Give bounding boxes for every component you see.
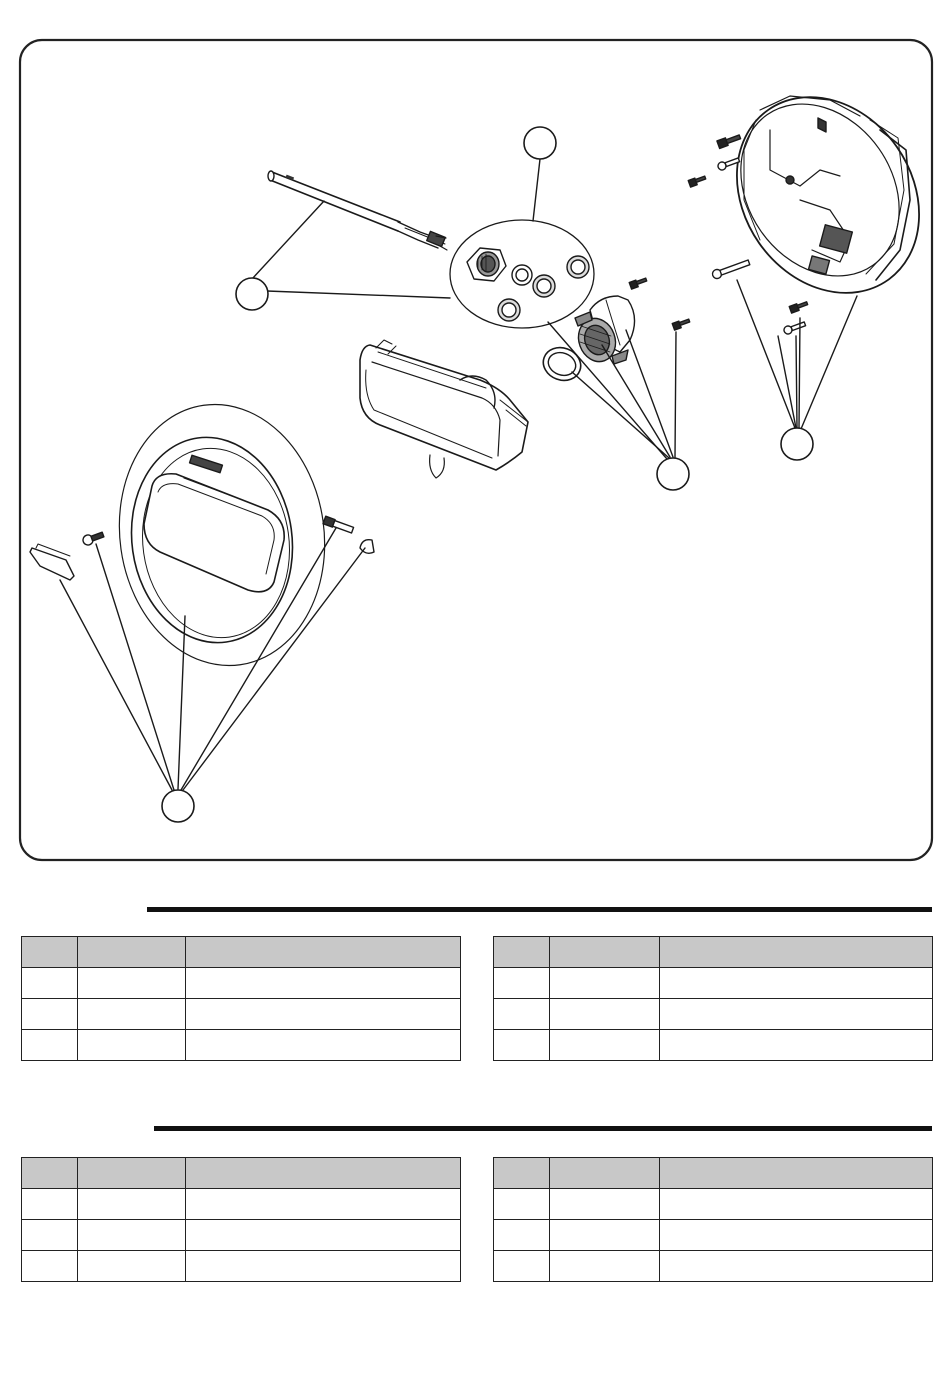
table-cell (78, 999, 186, 1030)
table-cell (186, 999, 461, 1030)
table-row (494, 999, 933, 1030)
table-cell (494, 1251, 550, 1282)
table-cell (22, 1220, 78, 1251)
table-cell (186, 1030, 461, 1061)
table-cell (494, 999, 550, 1030)
section-1-table-left (21, 936, 461, 1061)
table-cell (494, 968, 550, 999)
table-cell (550, 1030, 660, 1061)
callout-2 (236, 278, 268, 310)
elbow-connector (539, 296, 635, 386)
col-header (186, 1158, 461, 1189)
table-row (22, 968, 461, 999)
cable-assembly (268, 171, 447, 250)
table-header-row (494, 1158, 933, 1189)
table-cell (660, 1251, 933, 1282)
table-cell (550, 1189, 660, 1220)
table-cell (186, 1189, 461, 1220)
rear-housing (700, 62, 950, 329)
table-cell (78, 1030, 186, 1061)
table-row (22, 1220, 461, 1251)
col-header (78, 1158, 186, 1189)
table-cell (660, 1030, 933, 1061)
display-module (360, 340, 528, 478)
section-1-rule (147, 907, 932, 912)
table-cell (550, 1251, 660, 1282)
callout-4 (781, 428, 813, 460)
center-screws (629, 175, 706, 330)
table-cell (660, 999, 933, 1030)
section-1-table-right (493, 936, 933, 1061)
col-header (494, 937, 550, 968)
col-header (22, 937, 78, 968)
table-row (494, 1220, 933, 1251)
table-cell (550, 999, 660, 1030)
table-cell (78, 1189, 186, 1220)
table-cell (660, 1220, 933, 1251)
table-cell (78, 1251, 186, 1282)
callout-3 (657, 458, 689, 490)
col-header (550, 937, 660, 968)
table-row (22, 1189, 461, 1220)
table-cell (186, 1251, 461, 1282)
table-row (22, 1251, 461, 1282)
col-header (550, 1158, 660, 1189)
callout-1 (524, 127, 556, 159)
table-cell (78, 1220, 186, 1251)
table-cell (22, 999, 78, 1030)
table-header-row (494, 937, 933, 968)
col-header (660, 1158, 933, 1189)
table-cell (186, 1220, 461, 1251)
table-header-row (22, 937, 461, 968)
table-cell (494, 1189, 550, 1220)
table-cell (494, 1220, 550, 1251)
col-header (22, 1158, 78, 1189)
table-row (494, 1251, 933, 1282)
table-cell (494, 1030, 550, 1061)
table-cell (550, 1220, 660, 1251)
table-cell (22, 1189, 78, 1220)
table-row (494, 968, 933, 999)
table-cell (22, 1251, 78, 1282)
table-row (494, 1030, 933, 1061)
section-2-table-right (493, 1157, 933, 1282)
table-cell (186, 968, 461, 999)
table-cell (22, 968, 78, 999)
table-row (22, 1030, 461, 1061)
table-cell (78, 968, 186, 999)
col-header (494, 1158, 550, 1189)
section-2-table-left (21, 1157, 461, 1282)
table-header-row (22, 1158, 461, 1189)
table-cell (550, 968, 660, 999)
table-cell (660, 1189, 933, 1220)
front-cover (103, 391, 341, 679)
col-header (186, 937, 461, 968)
section-2-rule (154, 1126, 932, 1131)
callout-5 (162, 790, 194, 822)
fittings-group (450, 220, 594, 328)
col-header (78, 937, 186, 968)
table-cell (660, 968, 933, 999)
table-row (494, 1189, 933, 1220)
table-row (22, 999, 461, 1030)
col-header (660, 937, 933, 968)
table-cell (22, 1030, 78, 1061)
